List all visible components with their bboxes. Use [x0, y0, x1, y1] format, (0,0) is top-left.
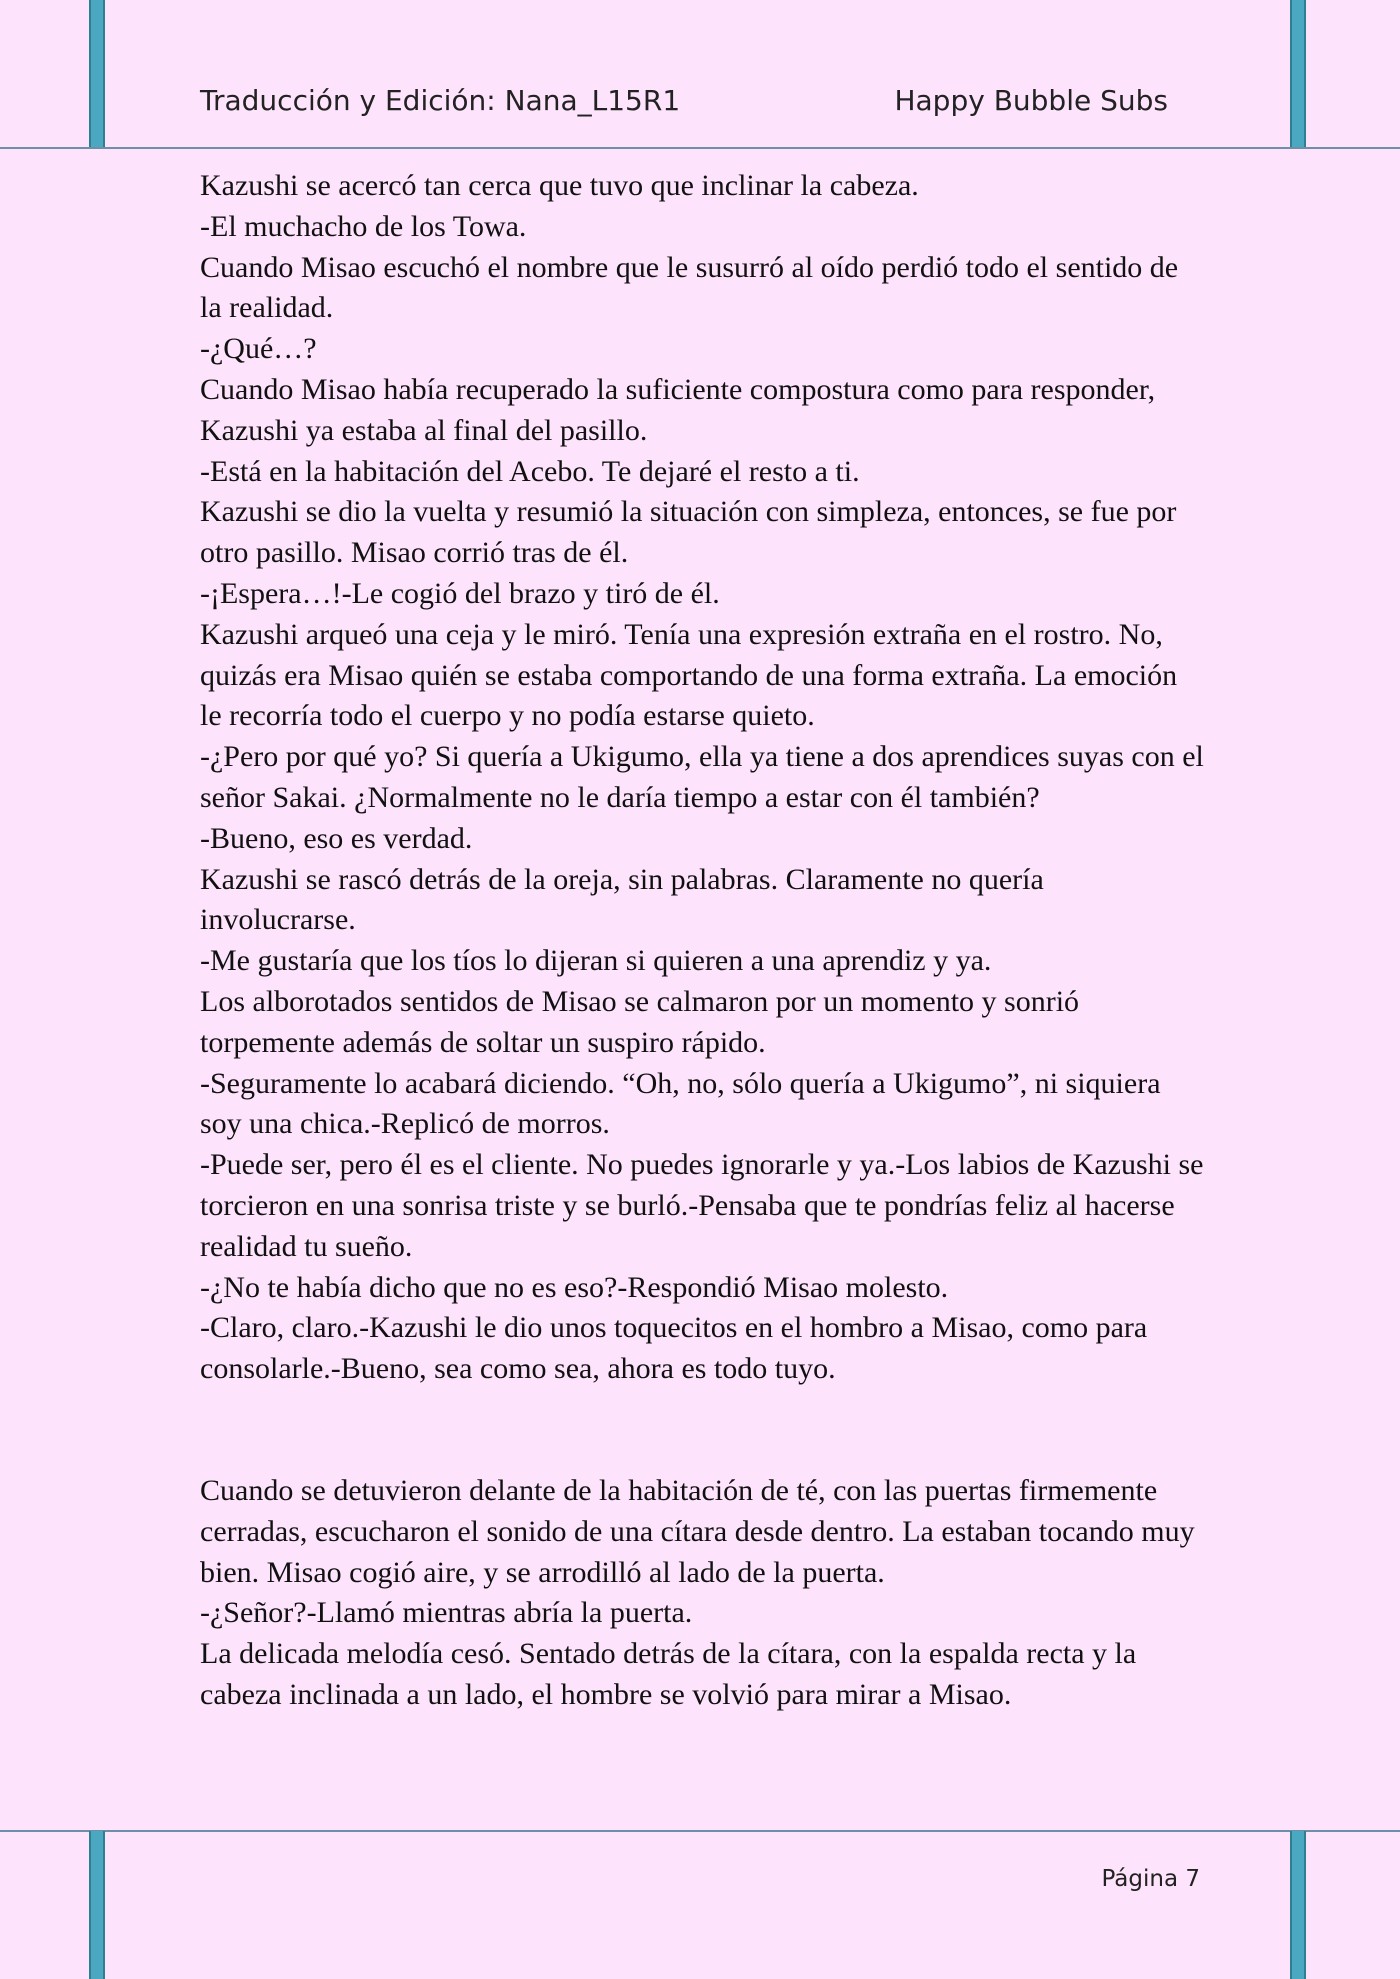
paragraph: -¿No te había dicho que no es eso?-Respondió Misao molesto. [200, 1270, 949, 1304]
header-divider [0, 147, 1400, 149]
top-right-bar [1290, 0, 1306, 148]
paragraph: -El muchacho de los Towa. [200, 209, 527, 243]
paragraph: La delicada melodía cesó. Sentado detrás de la cítara, con la espalda recta y la cabeza inclinada a un lado, el hombre se volvió para mirar a Misao. [200, 1637, 1137, 1711]
header-group-name: Happy Bubble Subs [894, 84, 1168, 117]
paragraph: -¿Qué…? [200, 332, 317, 366]
page-number: Página 7 [1101, 1866, 1200, 1892]
paragraph: Cuando Misao escuchó el nombre que le susurró al oído perdió todo el sentido de la realidad. [200, 250, 1179, 325]
paragraph: Kazushi arqueó una ceja y le miró. Tenía una expresión extraña en el rostro. No, quizás era Misao quién se estaba comportando de una forma extraña. La emoción le recorría todo el cuerpo y no podía estarse quieto. [200, 617, 1178, 733]
top-left-bar [89, 0, 105, 148]
paragraph: -¡Espera…!-Le cogió del brazo y tiró de él. [200, 576, 720, 610]
paragraph: Los alborotados sentidos de Misao se calmaron por un momento y sonrió torpemente además de soltar un suspiro rápido. [200, 984, 1080, 1059]
paragraph: -¿Señor?-Llamó mientras abría la puerta. [200, 1596, 693, 1630]
section-break [200, 1390, 1205, 1471]
paragraph: Cuando se detuvieron delante de la habitación de té, con las puertas firmemente cerradas, escucharon el sonido de una cítara desde dentro. La estaban tocando muy bien. Misao cogió aire, y se arrodilló al lado de la puerta. [200, 1473, 1195, 1589]
paragraph: -Me gustaría que los tíos lo dijeran si quieren a una aprendiz y ya. [200, 944, 992, 978]
paragraph: Kazushi se acercó tan cerca que tuvo que inclinar la cabeza. [200, 169, 919, 202]
bottom-right-bar [1290, 1831, 1306, 1979]
paragraph: -Claro, claro.-Kazushi le dio unos toquecitos en el hombro a Misao, como para consolarle.-Bueno, sea como sea, ahora es todo tuyo. [200, 1311, 1148, 1386]
page-body [200, 166, 1205, 1716]
paragraph: Kazushi se rascó detrás de la oreja, sin palabras. Claramente no quería involucrarse. [200, 862, 1044, 937]
paragraph: Cuando Misao había recuperado la suficiente compostura como para responder, Kazushi ya estaba al final del pasillo. [200, 372, 1156, 447]
header-credits: Traducción y Edición: Nana_L15R1 [200, 84, 681, 117]
footer-divider [0, 1830, 1400, 1832]
paragraph: Kazushi se dio la vuelta y resumió la situación con simpleza, entonces, se fue por otro pasillo. Misao corrió tras de él. [200, 495, 1177, 570]
bottom-left-bar [89, 1831, 105, 1979]
paragraph: -Bueno, eso es verdad. [200, 821, 473, 855]
paragraph: -Seguramente lo acabará diciendo. “Oh, no, sólo quería a Ukigumo”, ni siquiera soy una chica.-Replicó de morros. [200, 1066, 1161, 1141]
paragraph: -Puede ser, pero él es el cliente. No puedes ignorarle y ya.-Los labios de Kazushi se torcieron en una sonrisa triste y se burló.-Pensaba que te pondrías feliz al hacerse realidad tu sueño. [200, 1148, 1204, 1263]
paragraph: -¿Pero por qué yo? Si quería a Ukigumo, ella ya tiene a dos aprendices suyas con el señor Sakai. ¿Normalmente no le daría tiempo a estar con él también? [200, 740, 1204, 814]
paragraph: -Está en la habitación del Acebo. Te dejaré el resto a ti. [200, 454, 860, 488]
